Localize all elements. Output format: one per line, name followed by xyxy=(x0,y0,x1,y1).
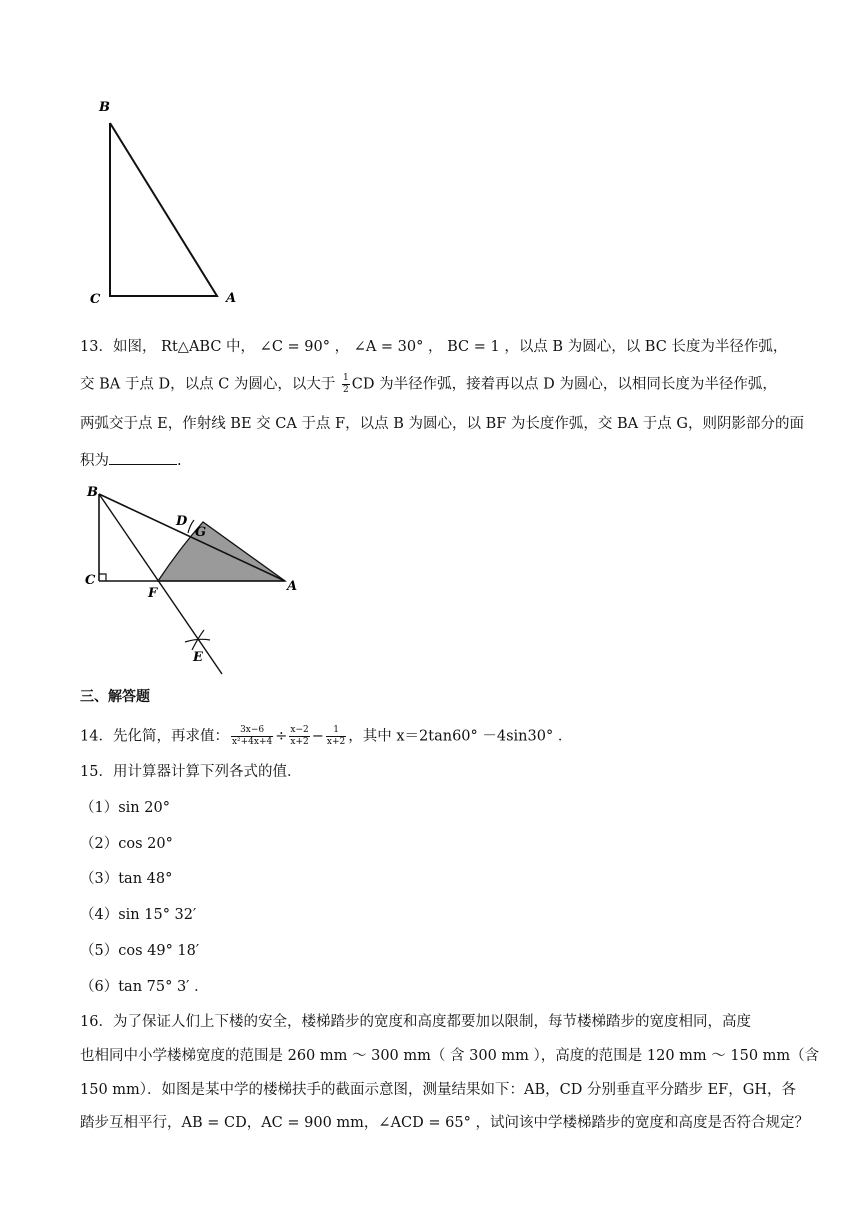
operator-minus: − xyxy=(311,728,324,745)
q15-item: （2）cos 20° xyxy=(80,836,173,852)
label-b: B xyxy=(87,485,98,500)
q16-line2: 也相同中小学楼梯宽度的范围是 260 mm ～ 300 mm（ 含 300 mm ），高度的范围是 120 mm ～ 150 mm（含 xyxy=(80,1048,820,1064)
q13-line4 xyxy=(80,448,182,471)
fraction-numerator: 1 xyxy=(343,373,349,383)
fraction-2-numerator: x−2 xyxy=(290,725,309,735)
label-g: G xyxy=(195,525,207,540)
label-a: A xyxy=(226,291,237,306)
right-angle-mark xyxy=(99,574,106,581)
fraction-1 xyxy=(231,725,273,748)
label-c: C xyxy=(85,573,96,588)
fraction-1-denominator: x²+4x+4 xyxy=(231,737,273,747)
fraction-3-numerator: 1 xyxy=(326,725,346,737)
fraction-3-denominator: x+2 xyxy=(326,737,346,747)
fraction-2-denominator: x+2 xyxy=(290,737,309,747)
section-heading: 三、解答题 xyxy=(80,689,150,705)
q16-line3: 150 mm）．如图是某中学的楼梯扶手的截面示意图，测量结果如下：AB，CD 分别垂直平分踏步 EF，GH，各 xyxy=(80,1082,796,1098)
q15-item: （1）sin 20° xyxy=(80,800,170,816)
operator-divide: ÷ xyxy=(275,728,288,745)
triangle-abc xyxy=(110,123,217,296)
q13-line4-text: 积为 xyxy=(80,453,109,469)
answer-blank xyxy=(109,448,177,465)
ray-be xyxy=(99,494,222,674)
arc-mark-d xyxy=(188,520,194,533)
q14-prefix: 14．先化简，再求值： xyxy=(80,728,229,745)
q14-suffix: ，其中 x＝2tan60° －4sin30° ． xyxy=(348,728,573,745)
q13-line2-end: CD 为半径作弧，接着再以点 D 为圆心，以相同长度为半径作弧， xyxy=(351,376,777,393)
q13-line1: 13．如图， Rt△ABC 中， ∠C = 90° ， ∠A = 30° ， BC = 1 ，以点 B 为圆心，以 BC 长度为半径作弧， xyxy=(80,339,788,355)
construction-figure-q13 xyxy=(80,480,310,680)
label-b: B xyxy=(99,100,110,115)
label-e: E xyxy=(193,650,203,665)
fraction-2 xyxy=(289,725,309,748)
q13-line4-end: . xyxy=(177,453,182,469)
fraction-1-numerator: 3x−6 xyxy=(231,725,273,737)
fraction-3 xyxy=(326,725,346,748)
label-f: F xyxy=(148,586,158,601)
q16-line4: 踏步互相平行，AB = CD，AC = 900 mm，∠ACD = 65° ，试问该中学楼梯踏步的宽度和高度是否符合规定？ xyxy=(80,1115,809,1131)
q15-item: （3）tan 48° xyxy=(80,871,173,887)
q16-line1: 16．为了保证人们上下楼的安全，楼梯踏步的宽度和高度都要加以限制，每节楼梯踏步的宽度相同，高度 xyxy=(80,1014,751,1030)
label-d: D xyxy=(176,514,188,529)
label-a: A xyxy=(287,579,298,594)
q13-line2 xyxy=(80,373,777,396)
triangle-figure-q12 xyxy=(80,90,260,315)
q15-item: （6）tan 75° 3′ ． xyxy=(80,979,209,995)
label-c: C xyxy=(90,292,101,307)
q13-line3: 两弧交于点 E，作射线 BE 交 CA 于点 F，以点 B 为圆心，以 BF 为长度作弧，交 BA 于点 G，则阴影部分的面 xyxy=(80,416,804,432)
q15-item: （5）cos 49° 18′ xyxy=(80,943,200,959)
q15-title: 15．用计算器计算下列各式的值． xyxy=(80,764,302,780)
q14-line xyxy=(80,725,572,748)
fraction-half xyxy=(342,373,350,396)
q15-item: （4）sin 15° 32′ xyxy=(80,907,197,923)
q13-line2-start: 交 BA 于点 D，以点 C 为圆心，以大于 xyxy=(80,376,341,393)
fraction-denominator: 2 xyxy=(343,385,349,395)
